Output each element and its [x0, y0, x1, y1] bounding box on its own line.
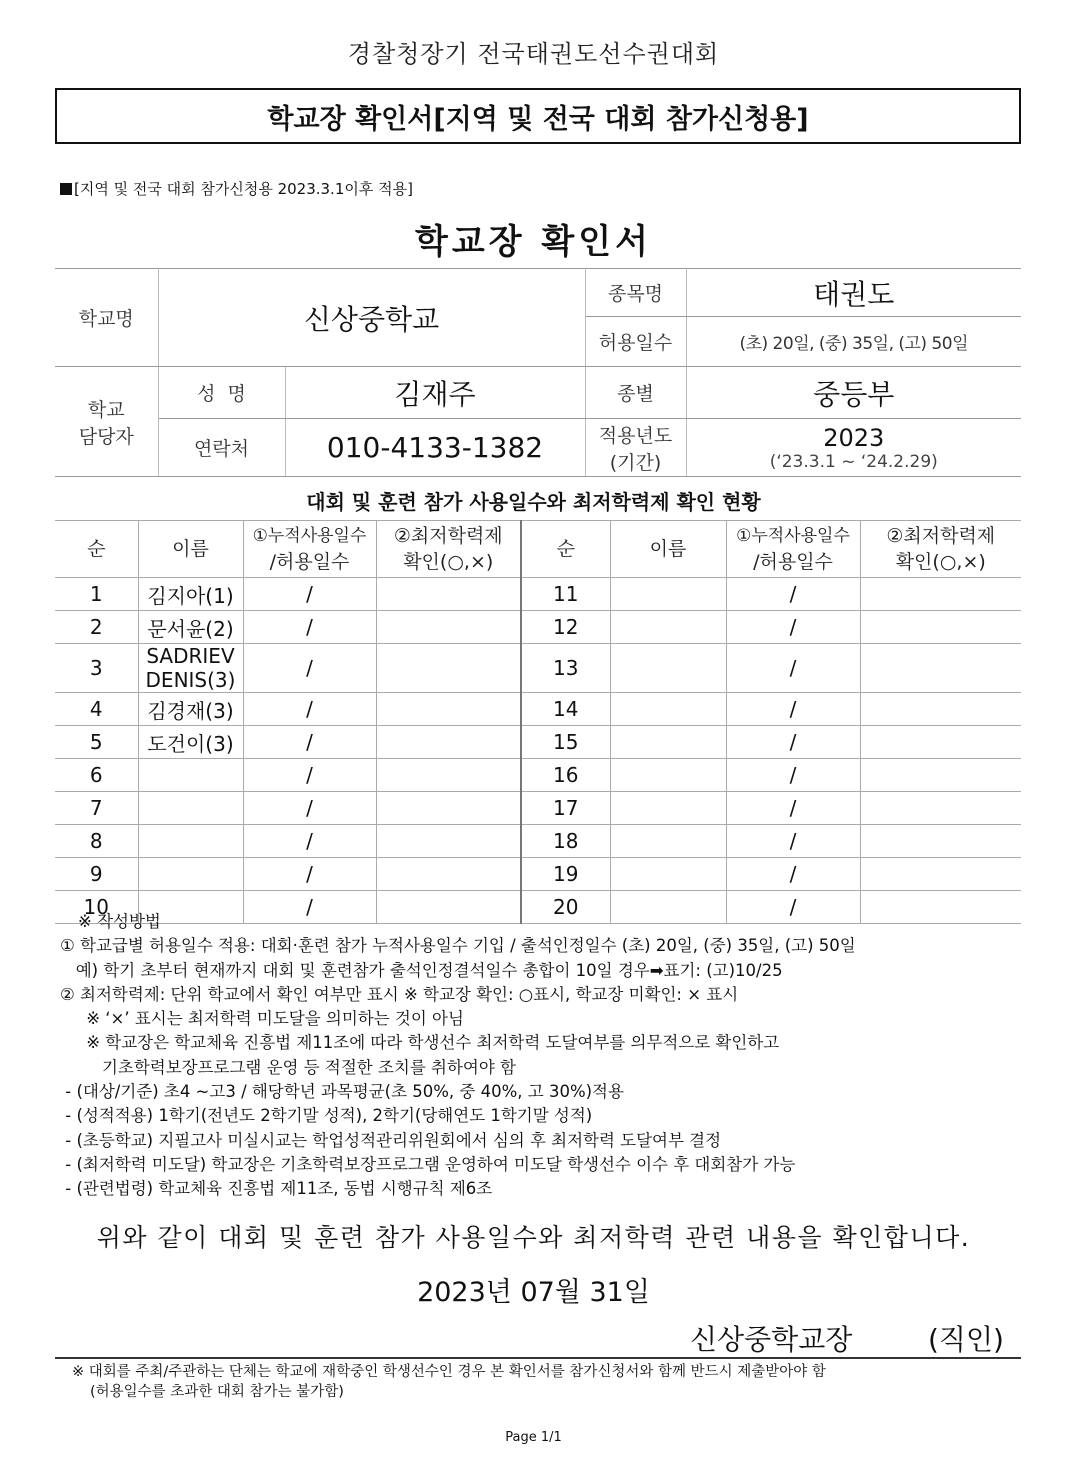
row-name: 김경재(3)	[138, 693, 243, 726]
notice-line	[60, 178, 413, 199]
row-name	[610, 759, 726, 792]
confirm-statement: 위와 같이 대회 및 훈련 참가 사용일수와 최저학력 관련 내용을 확인합니다.	[96, 1223, 971, 1252]
contact-label: 연락처	[158, 419, 285, 477]
row-days: /	[243, 825, 376, 858]
row-days: /	[726, 693, 860, 726]
footnote-line2: (허용일수를 초과한 대회 참가는 불가함)	[90, 1384, 344, 1400]
row-days: /	[243, 693, 376, 726]
row-days: /	[243, 759, 376, 792]
header-academic-right	[860, 521, 1021, 578]
row-number: 4	[55, 693, 138, 726]
row-days: /	[243, 578, 376, 611]
method-line: - (관련법령) 학교체육 진흥법 제11조, 동법 시행규칙 제6조	[60, 1179, 493, 1199]
method-line: ※ 학교장은 학교체육 진흥법 제11조에 따라 학생선수 최저학력 도달여부를 의무적으로 확인하고	[60, 1033, 780, 1053]
writing-method	[60, 910, 1020, 1202]
row-days: /	[243, 644, 376, 693]
table-row	[55, 792, 1021, 825]
row-name	[138, 825, 243, 858]
method-line: - (초등학교) 지필고사 미실시교는 학업성적관리위원회에서 심의 후 최저학력 도달여부 결정	[60, 1130, 722, 1150]
division-label: 종별	[585, 367, 686, 419]
year-label-line2: (기간)	[609, 451, 662, 474]
name-value: 김재주	[285, 367, 585, 419]
row-days: /	[243, 611, 376, 644]
row-days: /	[243, 726, 376, 759]
row-name	[610, 578, 726, 611]
row-number: 17	[521, 792, 610, 825]
method-lines	[60, 934, 1020, 1201]
form-title	[55, 88, 1021, 144]
row-number: 6	[55, 759, 138, 792]
row-days: /	[726, 578, 860, 611]
row-number: 3	[55, 644, 138, 693]
row-check	[860, 611, 1021, 644]
main-title: 학교장 확인서	[415, 222, 652, 262]
row-days: /	[726, 891, 860, 924]
row-name	[610, 858, 726, 891]
info-table	[55, 268, 1021, 477]
header-days-line2: /허용일수	[269, 551, 350, 573]
header-name-left: 이름	[138, 521, 243, 578]
staff-label-line2: 담당자	[78, 425, 134, 448]
row-check	[860, 693, 1021, 726]
row-number: 8	[55, 825, 138, 858]
row-number: 7	[55, 792, 138, 825]
division-value: 중등부	[686, 367, 1021, 419]
row-number: 18	[521, 825, 610, 858]
row-check	[376, 578, 521, 611]
method-line: - (최저학력 미도달) 학교장은 기초학력보장프로그램 운영하여 미도달 학생선수 이수 후 대회참가 가능	[60, 1154, 796, 1174]
header-days-line1: ①누적사용일수	[736, 526, 850, 546]
allow-label: 허용일수	[585, 317, 686, 367]
header-academic-line1: ②최저학력제	[886, 525, 996, 547]
row-days: /	[243, 858, 376, 891]
row-check	[860, 858, 1021, 891]
staff-label-line1: 학교	[87, 398, 125, 421]
row-number: 16	[521, 759, 610, 792]
row-days: /	[726, 611, 860, 644]
row-number: 12	[521, 611, 610, 644]
table-row	[55, 693, 1021, 726]
name-label: 성 명	[158, 367, 285, 419]
header-name-right: 이름	[610, 521, 726, 578]
year-label	[585, 419, 686, 477]
row-days: /	[726, 759, 860, 792]
row-number: 5	[55, 726, 138, 759]
row-name	[610, 825, 726, 858]
year-period: (‘23.3.1 ~ ‘24.2.29)	[769, 451, 938, 472]
row-number: 15	[521, 726, 610, 759]
row-number: 14	[521, 693, 610, 726]
school-value: 신상중학교	[158, 269, 585, 367]
row-name	[610, 726, 726, 759]
contact-value: 010-4133-1382	[285, 419, 585, 477]
year-cell	[686, 419, 1021, 477]
table-row	[55, 644, 1021, 693]
year-value: 2023	[823, 423, 885, 452]
table-row	[55, 825, 1021, 858]
row-number: 11	[521, 578, 610, 611]
notice-text: [지역 및 전국 대회 참가신청용 2023.3.1이후 적용]	[74, 180, 413, 198]
row-days: /	[243, 792, 376, 825]
header-no-left: 순	[55, 521, 138, 578]
row-days: /	[726, 858, 860, 891]
row-check	[376, 644, 521, 693]
method-line: 기초학력보장프로그램 운영 등 적절한 조치를 취하여야 함	[60, 1057, 516, 1077]
method-line: ① 학교급별 허용일수 적용: 대회·훈련 참가 누적사용일수 기입 / 출석인정일수 (초) 20일, (중) 35일, (고) 50일	[60, 936, 856, 956]
row-name: 문서윤(2)	[138, 611, 243, 644]
row-name	[138, 792, 243, 825]
row-name	[610, 792, 726, 825]
method-line: - (성적적용) 1학기(전년도 2학기말 성적), 2학기(당해연도 1학기말 성적)	[60, 1106, 593, 1126]
row-name: SADRIEV DENIS(3)	[138, 644, 243, 693]
row-check	[860, 578, 1021, 611]
row-days: /	[726, 825, 860, 858]
table-row	[55, 759, 1021, 792]
row-days: /	[726, 792, 860, 825]
method-line: ※ ‘×’ 표시는 최저학력 미도달을 의미하는 것이 아님	[60, 1009, 464, 1029]
header-days-right	[726, 521, 860, 578]
row-check	[376, 611, 521, 644]
row-check	[376, 792, 521, 825]
square-bullet-icon	[60, 183, 72, 195]
row-number: 20	[521, 891, 610, 924]
row-check	[376, 693, 521, 726]
row-check	[860, 726, 1021, 759]
row-number: 1	[55, 578, 138, 611]
row-check	[376, 858, 521, 891]
table-row	[55, 726, 1021, 759]
row-name	[610, 611, 726, 644]
row-number: 19	[521, 858, 610, 891]
allow-value: (초) 20일, (중) 35일, (고) 50일	[686, 317, 1021, 367]
header-academic-left	[376, 521, 521, 578]
header-days-line1: ①누적사용일수	[252, 526, 367, 546]
row-check	[860, 644, 1021, 693]
method-line: ② 최저학력제: 단위 학교에서 확인 여부만 표시 ※ 학교장 확인: ○표시, 학교장 미확인: × 표시	[60, 984, 739, 1004]
header-academic-line2: 확인(○,×)	[895, 551, 986, 573]
year-label-line1: 적용년도	[598, 424, 673, 447]
table-row	[55, 858, 1021, 891]
table-row	[55, 611, 1021, 644]
row-check	[376, 726, 521, 759]
method-line: - (대상/기준) 초4 ~고3 / 해당학년 과목평균(초 50%, 중 40%, 고 30%)적용	[60, 1082, 624, 1102]
row-number: 13	[521, 644, 610, 693]
page-number: Page 1/1	[505, 1430, 562, 1445]
header-no-right: 순	[521, 521, 610, 578]
row-check	[376, 825, 521, 858]
sport-value: 태권도	[686, 269, 1021, 317]
school-label: 학교명	[55, 269, 158, 367]
footnote	[72, 1362, 1022, 1402]
row-check	[860, 759, 1021, 792]
form-title-text: 학교장 확인서[지역 및 전국 대회 참가신청용]	[267, 103, 809, 135]
status-title: 대회 및 훈련 참가 사용일수와 최저학력제 확인 현황	[306, 490, 761, 514]
row-name: 김지아(1)	[138, 578, 243, 611]
footnote-line1: ※ 대회를 주최/주관하는 단체는 학교에 재학중인 학생선수인 경우 본 확인서를 참가신청서와 함께 반드시 제출받아야 함	[72, 1364, 826, 1380]
header-days-line2: /허용일수	[753, 551, 833, 573]
footer-divider	[55, 1357, 1021, 1359]
seal-mark: (직인)	[928, 1323, 1004, 1356]
row-check	[376, 759, 521, 792]
header-academic-line1: ②최저학력제	[393, 525, 503, 547]
header-days-left	[243, 521, 376, 578]
confirm-date: 2023년 07월 31일	[417, 1277, 650, 1308]
row-name: 도건이(3)	[138, 726, 243, 759]
sport-label: 종목명	[585, 269, 686, 317]
row-number: 10	[55, 891, 138, 924]
row-check	[860, 825, 1021, 858]
event-title: 경찰청장기 전국태권도선수권대회	[347, 40, 720, 68]
staff-label	[55, 367, 158, 477]
row-name	[138, 858, 243, 891]
row-check	[860, 792, 1021, 825]
method-line: 예) 학기 초부터 현재까지 대회 및 훈련참가 출석인정결석일수 총합이 10일 경우➡표기: (고)10/25	[60, 960, 783, 980]
table-row	[55, 578, 1021, 611]
row-name	[610, 693, 726, 726]
row-name	[610, 644, 726, 693]
row-number: 2	[55, 611, 138, 644]
row-days: /	[726, 726, 860, 759]
principal-name: 신상중학교장	[690, 1323, 853, 1356]
method-title: ※ 작성방법	[78, 912, 161, 931]
row-days: /	[726, 644, 860, 693]
row-name	[138, 759, 243, 792]
row-number: 9	[55, 858, 138, 891]
row-days: /	[243, 891, 376, 924]
header-academic-line2: 확인(○,×)	[403, 551, 494, 573]
roster-table	[55, 520, 1021, 924]
